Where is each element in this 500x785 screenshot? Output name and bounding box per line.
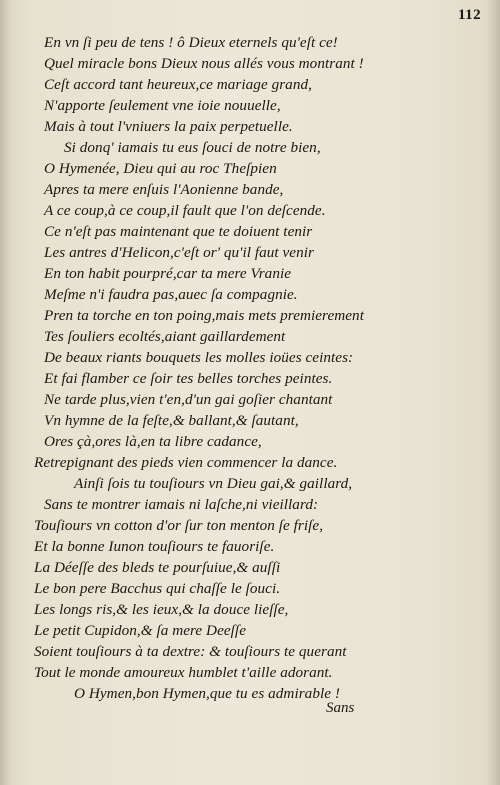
verse-line: N'apporte ſeulement vne ioie nouuelle, — [44, 97, 281, 114]
verse-line: Le bon pere Bacchus qui chaſſe le ſouci. — [34, 580, 281, 597]
catchword: Sans — [326, 700, 355, 716]
verse-line: Tes ſouliers ecoltés,aiant gaillardement — [44, 328, 286, 345]
verse-line: En vn ſi peu de tens ! ô Dieux eternels qu'eſt ce! — [44, 34, 338, 51]
verse-line: Et fai flamber ce ſoir tes belles torches peintes. — [44, 370, 333, 387]
page-number: 112 — [458, 7, 482, 23]
verse-line: Pren ta torche en ton poing,mais mets premierement — [44, 307, 364, 324]
verse-line: Ainſi ſois tu touſiours vn Dieu gai,& gaillard, — [74, 475, 353, 492]
verse-line: Sans te montrer iamais ni laſche,ni vieillard: — [44, 496, 319, 513]
verse-line: Retrepignant des pieds vien commencer la dance. — [34, 454, 338, 471]
verse-line: Apres ta mere enſuis l'Aonienne bande, — [44, 181, 284, 198]
verse-line: Soient touſiours à ta dextre: & touſiours te querant — [34, 643, 347, 660]
verse-line: En ton habit pourpré,car ta mere Vranie — [44, 265, 292, 282]
verse-line: O Hymenée, Dieu qui au roc Theſpien — [44, 160, 277, 177]
verse-line: De beaux riants bouquets les molles ioües ceintes: — [44, 349, 354, 366]
verse-line: Ne tarde plus,vien t'en,d'un gai goſier chantant — [44, 391, 333, 408]
page-gutter-shadow — [0, 0, 10, 785]
verse-line: O Hymen,bon Hymen,que tu es admirable ! — [74, 685, 340, 702]
verse-line: Ce n'eſt pas maintenant que te doiuent tenir — [44, 223, 313, 240]
verse-line: Et la bonne Iunon touſiours te fauoriſe. — [34, 538, 275, 555]
verse-line: A ce coup,à ce coup,il fault que l'on deſcende. — [44, 202, 326, 219]
verse-line: Touſiours vn cotton d'or ſur ton menton ſe friſe, — [34, 517, 324, 534]
page-edge-shadow — [486, 0, 500, 785]
verse-line: Ores çà,ores là,en ta libre cadance, — [44, 433, 262, 450]
verse-line: Si donq' iamais tu eus ſouci de notre bien, — [64, 139, 321, 156]
verse-line: Meſme n'i faudra pas,auec ſa compagnie. — [44, 286, 298, 303]
verse-line: Quel miracle bons Dieux nous allés vous montrant ! — [44, 55, 364, 72]
verse-line: Tout le monde amoureux humblet t'aille adorant. — [34, 664, 333, 681]
verse-line: Mais à tout l'vniuers la paix perpetuelle. — [44, 118, 293, 135]
verse-line: Le petit Cupidon,& ſa mere Deeſſe — [34, 622, 246, 639]
verse-line: La Déeſſe des bleds te pourſuiue,& auſſi — [34, 559, 281, 576]
verse-line: Les antres d'Helicon,c'eſt or' qu'il faut venir — [44, 244, 314, 261]
verse-line: Ceſt accord tant heureux,ce mariage grand, — [44, 76, 312, 93]
verse-line: Vn hymne de la feſte,& ballant,& ſautant, — [44, 412, 299, 429]
verse-line: Les longs ris,& les ieux,& la douce lieſſe, — [34, 601, 289, 618]
